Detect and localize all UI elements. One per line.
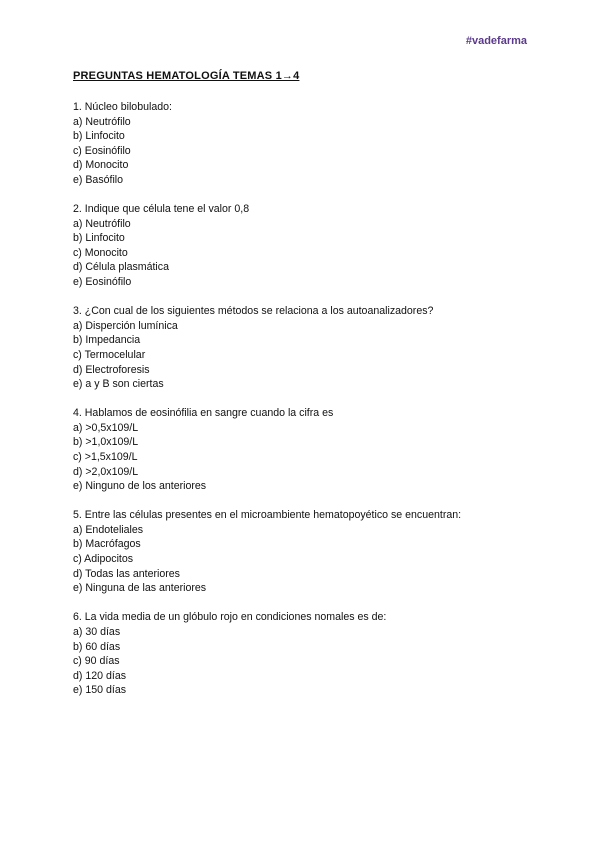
answer-option: e) Basófilo [73,173,124,186]
answer-option: a) Disperción lumínica [73,319,178,332]
answer-option: a) 30 días [73,625,121,638]
question-stem: 4. Hablamos de eosinófilia en sangre cuando la cifra es [73,407,334,420]
answer-option: d) Célula plasmática [73,261,169,274]
answer-option: d) >2,0x109/L [73,465,139,478]
answer-option: e) Ninguno de los anteriores [73,480,207,493]
answer-option: b) Impedancia [73,334,141,347]
answer-option: d) Electroforesis [73,363,150,376]
question-3 [73,304,533,392]
answer-option: b) Macrófagos [73,538,141,551]
question-stem: 1. Núcleo bilobulado: [73,101,172,113]
question-stem: 6. La vida media de un glóbulo rojo en condiciones nomales es de: [73,611,387,624]
brand-hashtag: #vadefarma [465,35,527,47]
answer-option: c) Monocito [73,246,128,259]
question-list [73,100,533,712]
answer-option: e) Eosinófilo [73,276,132,289]
answer-option: e) a y B son ciertas [73,378,164,391]
answer-option: c) Adipocitos [73,553,134,566]
answer-option: a) >0,5x109/L [73,421,139,434]
answer-option: e) Ninguna de las anteriores [73,582,207,595]
answer-option: c) Termocelular [73,348,146,361]
answer-option: b) Linfocito [73,232,125,245]
question-6 [73,610,533,698]
answer-option: a) Endoteliales [73,523,144,536]
answer-option: c) >1,5x109/L [73,450,138,463]
page-title: PREGUNTAS HEMATOLOGÍA TEMAS 1→4 [73,70,300,82]
answer-option: d) 120 días [73,669,127,682]
answer-option: c) Eosinófilo [73,144,131,157]
answer-option: d) Todas las anteriores [73,567,180,580]
question-stem: 5. Entre las células presentes en el microambiente hematopoyético se encuentran: [73,509,462,522]
question-1 [73,100,533,188]
question-5 [73,508,533,596]
question-stem: 2. Indique que célula tene el valor 0,8 [73,203,250,216]
answer-option: b) 60 días [73,640,121,653]
question-2 [73,202,533,290]
answer-option: e) 150 días [73,684,127,697]
answer-option: d) Monocito [73,159,129,172]
question-4 [73,406,533,494]
question-stem: 3. ¿Con cual de los siguientes métodos se relaciona a los autoanalizadores? [73,305,434,318]
answer-option: c) 90 días [73,655,120,668]
answer-option: b) Linfocito [73,130,125,143]
answer-option: a) Neutrófilo [73,217,131,230]
answer-option: a) Neutrófilo [73,115,131,128]
answer-option: b) >1,0x109/L [73,436,139,449]
